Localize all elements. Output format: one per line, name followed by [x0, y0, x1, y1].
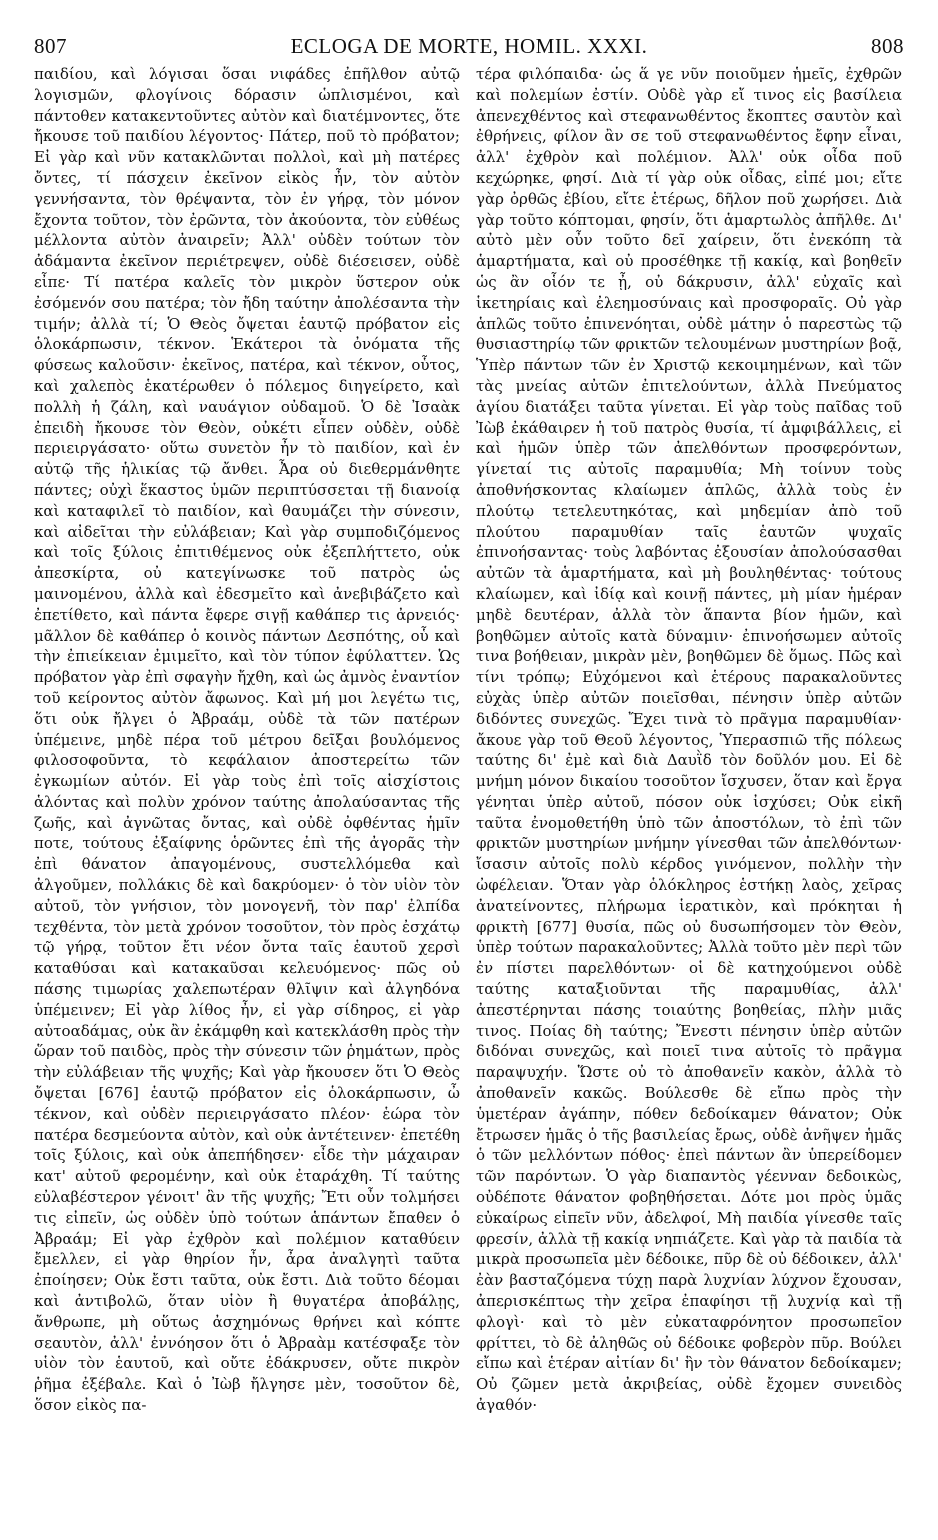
- page-number-left: 807: [34, 34, 67, 58]
- left-column: [34, 64, 460, 1514]
- running-header: [34, 34, 904, 62]
- running-title: ECLOGA DE MORTE, HOMIL. XXXI.: [290, 34, 648, 58]
- right-column-text: τέρα φιλόπαιδα· ὡς ἅ γε νῦν ποιοῦμεν ἡμεῖς, ἐχθρῶν καὶ πολεμίων ἐστίν. Οὐδὲ γὰρ εἴ τινος εἰς βασίλεια ἀπενεχθέντος καὶ στεφανωθέντος ἔκοπτες σαυτὸν καὶ ἐθρήνεις, φίλον ἂν σε τοῦ στεφανωθέντος ἔφην εἶναι, ἀλλ' ἐχθρὸν καὶ πολέμιον. Ἀλλ' οὐκ οἶδα ποῦ κεχώρηκε, φησί. Διὰ τί γὰρ οὐκ οἶδας, εἰπέ μοι; εἴτε γὰρ ὀρθῶς ἐβίου, εἴτε ἑτέρως, δῆλον ποῦ χωρήσει. Διὰ γὰρ τοῦτο κόπτομαι, φησίν, ὅτι ἁμαρτωλὸς ἀπῆλθε. Δι' αὐτὸ μὲν οὖν τοῦτο δεῖ χαίρειν, ὅτι ἐνεκόπη τὰ ἁμαρτήματα, καὶ οὐ προσέθηκε τῇ κακίᾳ, καὶ βοηθεῖν ὡς ἂν οἷόν τε ᾖ, οὐ δάκρυσιν, ἀλλ' εὐχαῖς καὶ ἱκετηρίαις καὶ ἐλεημοσύναις καὶ προσφοραῖς. Οὐ γὰρ ἁπλῶς τοῦτο ἐπινενόηται, οὐδὲ μάτην ὁ παρεστὼς τῷ θυσιαστηρίῳ τῶν φρικτῶν τελουμένων μυστηρίων βοᾷ, Ὑπὲρ πάντων τῶν ἐν Χριστῷ κεκοιμημένων, καὶ τῶν τὰς μνείας αὐτῶν ἐπιτελούντων, ἀλλὰ Πνεύματος ἁγίου διατάξει ταῦτα γίνεται. Εἰ γὰρ τοὺς παῖδας τοῦ Ἰὼβ ἐκάθαιρεν ἡ τοῦ πατρὸς θυσία, τί ἀμφιβάλλεις, εἰ καὶ ἡμῶν ὑπὲρ τῶν ἀπελθόντων προσφερόντων, γίνεταί τις αὐτοῖς παραμυθία; Μὴ τοίνυν τοὺς ἀποθνήσκοντας κλαίωμεν ἁπλῶς, ἀλλὰ τοὺς ἐν πλούτῳ τετελευτηκότας, καὶ μηδεμίαν ἀπὸ τοῦ πλούτου παραμυθίαν ταῖς ἑαυτῶν ψυχαῖς ἐπινοήσαντας· τοὺς λαβόντας ἐξουσίαν ἀπολούσασθαι αὐτῶν τὰ ἁμαρτήματα, καὶ μὴ βουληθέντας· τούτους κλαίωμεν, καὶ ἰδίᾳ καὶ κοινῇ πάντες, μὴ μίαν ἡμέραν μηδὲ δευτέραν, ἀλλὰ τὸν ἅπαντα βίον ἡμῶν, καὶ βοηθῶμεν αὐτοῖς κατὰ δύναμιν· ἐπινοήσωμεν αὐτοῖς τινα βοήθειαν, μικρὰν μὲν, βοηθῶμεν δὲ ὅμως. Πῶς καὶ τίνι τρόπῳ; Εὐχόμενοι καὶ ἑτέρους παρακαλοῦντες εὐχὰς ὑπὲρ αὐτῶν ποιεῖσθαι, πένησιν ὑπὲρ αὐτῶν διδόντες συνεχῶς. Ἔχει τινὰ τὸ πρᾶγμα παραμυθίαν· ἄκουε γὰρ τοῦ Θεοῦ λέγοντος, Ὑπερασπιῶ τῆς πόλεως ταύτης δι' ἐμὲ καὶ διὰ Δαυῒδ τὸν δοῦλόν μου. Εἰ δὲ μνήμη μόνον δικαίου τοσοῦτον ἴσχυσεν, ὅταν καὶ ἔργα γένηται ὑπὲρ αὐτοῦ, πόσον οὐκ ἰσχύσει; Οὐκ εἰκῆ ταῦτα ἐνομοθετήθη ὑπὸ τῶν ἀποστόλων, τὸ ἐπὶ τῶν φρικτῶν μυστηρίων μνήμην γίνεσθαι τῶν ἀπελθόντων· ἴσασιν αὐτοῖς πολὺ κέρδος γινόμενον, πολλὴν τὴν ὠφέλειαν. Ὅταν γὰρ ὁλόκληρος ἑστήκῃ λαὸς, χεῖρας ἀνατείνοντες, πλήρωμα ἱερατικὸν, καὶ πρόκηται ἡ φρικτὴ [677] θυσία, πῶς οὐ δυσωπήσομεν τὸν Θεὸν, ὑπὲρ τούτων παρακαλοῦντες; Ἀλλὰ τοῦτο μὲν περὶ τῶν ἐν πίστει παρελθόντων· οἱ δὲ κατηχούμενοι οὐδὲ ταύτης καταξιοῦνται τῆς παραμυθίας, ἀλλ' ἀπεστέρηνται πάσης τοιαύτης βοηθείας, πλὴν μιᾶς τινος. Ποίας δὴ ταύτης; Ἔνεστι πένησιν ὑπὲρ αὐτῶν διδόναι συνεχῶς, καὶ ποιεῖ τινα αὐτοῖς τὸ πρᾶγμα παραψυχήν. Ὥστε οὐ τὸ ἀποθανεῖν κακὸν, ἀλλὰ τὸ ἀποθανεῖν κακῶς. Βούλεσθε δὲ εἴπω πρὸς τὴν ὑμετέραν ἀγάπην, πόθεν δεδοίκαμεν θάνατον; Οὐκ ἔτρωσεν ἡμᾶς ὁ τῆς βασιλείας ἔρως, οὐδὲ ἀνῆψεν ἡμᾶς ὁ τῶν μελλόντων πόθος· ἐπεὶ πάντων ἂν ὑπερείδομεν τῶν παρόντων. Ὁ γὰρ διαπαντὸς γέενναν δεδοικὼς, οὐδέποτε θάνατον φοβηθήσεται. Δότε μοι πρὸς ὑμᾶς εὐκαίρως εἰπεῖν νῦν, ἀδελφοί, Μὴ παιδία γίνεσθε ταῖς φρεσίν, ἀλλὰ τῇ κακίᾳ νηπιάζετε. Καὶ γὰρ τὰ παιδία τὰ μικρὰ προσωπεῖα μὲν δέδοικε, πῦρ δὲ οὐ δέδοικεν, ἀλλ' ἐὰν βασταζόμενα τύχῃ παρὰ λυχνίαν λύχνον ἔχουσαν, ἀπερισκέπτως τὴν χεῖρα ἐπαφίησι τῇ λυχνίᾳ καὶ τῇ φλογὶ· καὶ τὸ μὲν εὐκαταφρόνητον προσωπεῖον φρίττει, τὸ δὲ ἀληθῶς οὐ δέδοικε φοβερὸν πῦρ. Βούλει εἴπω καὶ ἑτέραν αἰτίαν δι' ἣν τὸν θάνατον δεδοίκαμεν; Οὐ ζῶμεν μετὰ ἀκριβείας, οὐδὲ ἔχομεν συνειδὸς ἀγαθόν·: [476, 65, 902, 1414]
- left-column-text: παιδίου, καὶ λόγισαι ὅσαι νιφάδες ἐπῆλθον αὐτῷ λογισμῶν, φλογίνοις δόρασιν ὡπλισμένοι, καὶ πάντοθεν κατακεντοῦντες αὐτὸν καὶ διατέμνοντες, ὅτε ἤκουσε τοῦ παιδίου λέγοντος· Πάτερ, ποῦ τὸ πρόβατον; Εἰ γὰρ καὶ νῦν κατακλῶνται πολλοὶ, καὶ μὴ πατέρες ὄντες, τί πάσχειν ἐκεῖνον εἰκὸς ἦν, τὸν αὐτὸν γεννήσαντα, τὸν θρέψαντα, τὸν ἐν γήρᾳ, τὸν μόνον ἔχοντα τοῦτον, τὸν ἐρῶντα, τὸν ἀκούοντα, τὸν εὐθέως μέλλοντα αὐτὸν ἀναιρεῖν; Ἀλλ' οὐδὲν τούτων τὸν ἀδάμαντα ἐκεῖνον περιέτρεψεν, οὐδὲ διέσεισεν, οὐδὲ εἶπε· Τί πατέρα καλεῖς τὸν μικρὸν ὕστερον οὐκ ἐσόμενόν σου πατέρα; τὸν ἤδη ταύτην ἀπολέσαντα τὴν τιμήν; ἀλλὰ τί; Ὁ Θεὸς ὄψεται ἑαυτῷ πρόβατον εἰς ὁλοκάρπωσιν, τέκνον. Ἑκάτεροι τὰ ὀνόματα τῆς φύσεως καλοῦσιν· ἐκεῖνος, πατέρα, καὶ τέκνον, οὗτος, καὶ χαλεπὸς ἑκατέρωθεν ὁ πόλεμος διηγείρετο, καὶ πολλὴ ἡ ζάλη, καὶ ναυάγιον οὐδαμοῦ. Ὁ δὲ Ἰσαὰκ ἐπειδὴ ἤκουσε τὸν Θεὸν, οὐκέτι εἶπεν οὐδὲν, οὐδὲ περιειργάσατο· οὕτω συνετὸν ἦν τὸ παιδίον, καὶ ἐν αὐτῷ τῆς ἡλικίας τῷ ἄνθει. Ἆρα οὐ διεθερμάνθητε πάντες; οὐχὶ ἕκαστος ὑμῶν περιπτύσσεται τῇ διανοίᾳ καὶ καταφιλεῖ τὸ παιδίον, καὶ θαυμάζει τὴν σύνεσιν, καὶ αἰδεῖται τὴν εὐλάβειαν; Καὶ γὰρ συμποδιζόμενος καὶ τοῖς ξύλοις ἐπιτιθέμενος οὐκ ἐξεπλήττετο, οὐκ ἀπεσκίρτα, οὐ κατεγίνωσκε τοῦ πατρὸς ὡς μαινομένου, ἀλλὰ καὶ ἐδεσμεῖτο καὶ ἀνεβιβάζετο καὶ ἐπετίθετο, καὶ πάντα ἔφερε σιγῇ καθάπερ τις ἀρνειός· μᾶλλον δὲ καθάπερ ὁ κοινὸς πάντων Δεσπότης, οὗ καὶ τὴν ἐπιείκειαν ἐμιμεῖτο, καὶ τὸν τύπον ἐφύλαττεν. Ὡς πρόβατον γὰρ ἐπὶ σφαγὴν ἤχθη, καὶ ὡς ἀμνὸς ἐναντίον τοῦ κείροντος αὐτὸν ἄφωνος. Καὶ μή μοι λεγέτω τις, ὅτι οὐκ ἤλγει ὁ Ἀβραάμ, οὐδὲ τὰ τῶν πατέρων ὑπέμεινε, μηδὲ πέρα τοῦ μέτρου δεῖξαι βουλόμενος φιλοσοφοῦντα, τὸ κεφάλαιον ἀποστερείτω τῶν ἐγκωμίων αὐτόν. Εἰ γὰρ τοὺς ἐπὶ τοῖς αἰσχίστοις ἁλόντας καὶ πολὺν χρόνον ταύτης ἀπολαύσαντας τῆς ζωῆς, καὶ ἀγνῶτας ὄντας, καὶ οὐδὲ ὀφθέντας ἡμῖν ποτε, τούτους ἐξαίφνης ὁρῶντες ἐπὶ τῆς ἀγορᾶς τὴν ἐπὶ θάνατον ἀπαγομένους, συστελλόμεθα καὶ ἀλγοῦμεν, πολλάκις δὲ καὶ δακρύομεν· ὁ τὸν υἱὸν τὸν αὐτοῦ, τὸν γνήσιον, τὸν μονογενῆ, τὸν παρ' ἐλπίδα τεχθέντα, τὸν μετὰ χρόνον τοσοῦτον, τὸν πρὸς ἐσχάτῳ τῷ γήρᾳ, τοῦτον ἔτι νέον ὄντα ταῖς ἑαυτοῦ χερσὶ καταθύσαι καὶ κατακαῦσαι κελευόμενος· πῶς οὐ πάσης τιμωρίας χαλεπωτέραν θλῖψιν καὶ ἀλγηδόνα ὑπέμεινεν; Εἰ γὰρ λίθος ἦν, εἰ γὰρ σίδηρος, εἰ γὰρ αὐτοαδάμας, οὐκ ἂν ἐκάμφθη καὶ κατεκλάσθη πρὸς τὴν ὥραν τοῦ παιδὸς, πρὸς τὴν σύνεσιν τῶν ῥημάτων, πρὸς τὴν εὐλάβειαν τῆς ψυχῆς; Καὶ γὰρ ἤκουσεν ὅτι Ὁ Θεὸς ὄψεται [676] ἑαυτῷ πρόβατον εἰς ὁλοκάρπωσιν, ὦ τέκνον, καὶ οὐδὲν περιειργάσατο πλέον· ἑώρα τὸν πατέρα δεσμεύοντα αὐτὸν, καὶ οὐκ ἀντέτεινεν· ἐπετέθη τοῖς ξύλοις, καὶ οὐκ ἀπεπήδησεν· εἶδε τὴν μάχαιραν κατ' αὐτοῦ φερομένην, καὶ οὐκ ἐταράχθη. Τί ταύτης εὐλαβέστερον γένοιτ' ἂν τῆς ψυχῆς; Ἔτι οὖν τολμήσει τις εἰπεῖν, ὡς οὐδὲν ὑπὸ τούτων ἁπάντων ἔπαθεν ὁ Ἀβραάμ; Εἰ γὰρ ἐχθρὸν καὶ πολέμιον καταθύειν ἔμελλεν, εἰ γὰρ θηρίον ἦν, ἆρα ἀναλγητὶ ταῦτα ἐποίησεν; Οὐκ ἔστι ταῦτα, οὐκ ἔστι. Διὰ τοῦτο δέομαι καὶ ἀντιβολῶ, ὅταν υἱὸν ἢ θυγατέρα ἀποβάλῃς, ἄνθρωπε, μὴ οὕτως ἀσχημόνως θρήνει καὶ κόπτε σεαυτὸν, ἀλλ' ἐννόησον ὅτι ὁ Ἀβραὰμ κατέσφαξε τὸν υἱὸν τὸν ἑαυτοῦ, καὶ οὔτε ἐδάκρυσεν, οὔτε πικρὸν ῥῆμα ἐξέβαλε. Καὶ ὁ Ἰὼβ ἤλγησε μὲν, τοσοῦτον δὲ, ὅσον εἰκὸς πα-: [34, 65, 460, 1414]
- page-number-right: 808: [871, 34, 904, 58]
- right-column: [476, 64, 902, 1514]
